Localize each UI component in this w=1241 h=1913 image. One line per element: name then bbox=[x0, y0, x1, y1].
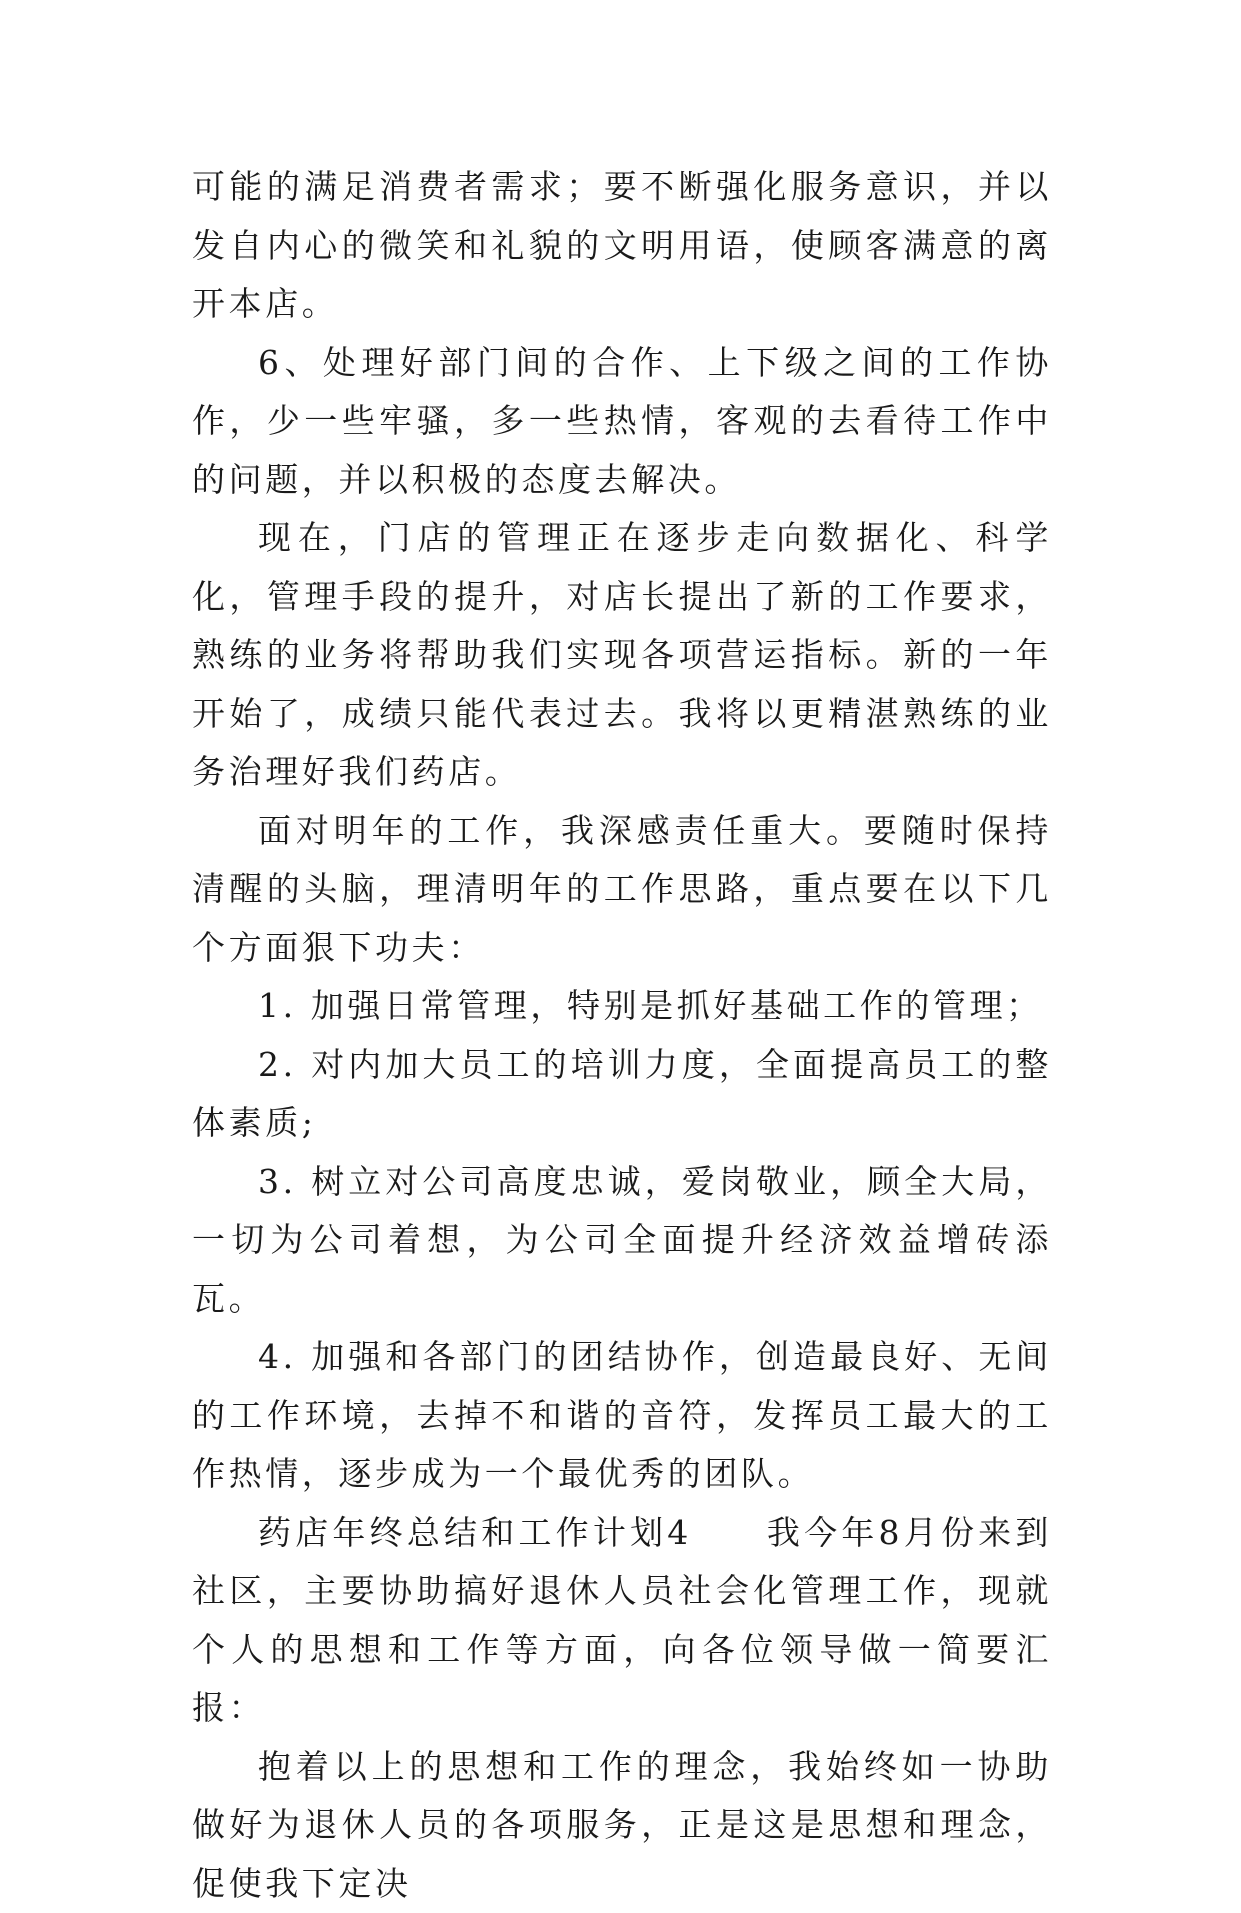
paragraph-item-6: 6、处理好部门间的合作、上下级之间的工作协作，少一些牢骚，多一些热情，客观的去看待工作中的问题，并以积极的态度去解决。 bbox=[192, 334, 1052, 510]
paragraph-continuation: 可能的满足消费者需求；要不断强化服务意识，并以发自内心的微笑和礼貌的文明用语，使顾客满意的离开本店。 bbox=[192, 158, 1052, 334]
document-body bbox=[192, 158, 1052, 1913]
list-item-3: 3. 树立对公司高度忠诚，爱岗敬业，顾全大局，一切为公司着想，为公司全面提升经济效益增砖添瓦。 bbox=[192, 1153, 1052, 1329]
paragraph-next-year-work: 面对明年的工作，我深感责任重大。要随时保持清醒的头脑，理清明年的工作思路，重点要在以下几个方面狠下功夫： bbox=[192, 802, 1052, 978]
list-item-1: 1. 加强日常管理，特别是抓好基础工作的管理； bbox=[192, 977, 1052, 1036]
paragraph-section-4-intro: 药店年终总结和工作计划4 我今年8月份来到社区，主要协助搞好退休人员社会化管理工作，现就个人的思想和工作等方面，向各位领导做一简要汇报： bbox=[192, 1504, 1052, 1738]
paragraph-store-management: 现在，门店的管理正在逐步走向数据化、科学化，管理手段的提升，对店长提出了新的工作要求，熟练的业务将帮助我们实现各项营运指标。新的一年开始了，成绩只能代表过去。我将以更精湛熟练的业务治理好我们药店。 bbox=[192, 509, 1052, 802]
list-item-4: 4. 加强和各部门的团结协作，创造最良好、无间的工作环境，去掉不和谐的音符，发挥员工最大的工作热情，逐步成为一个最优秀的团队。 bbox=[192, 1328, 1052, 1504]
list-item-2: 2. 对内加大员工的培训力度，全面提高员工的整体素质; bbox=[192, 1036, 1052, 1153]
paragraph-service-philosophy: 抱着以上的思想和工作的理念，我始终如一协助做好为退休人员的各项服务，正是这是思想和理念，促使我下定决 bbox=[192, 1738, 1052, 1913]
